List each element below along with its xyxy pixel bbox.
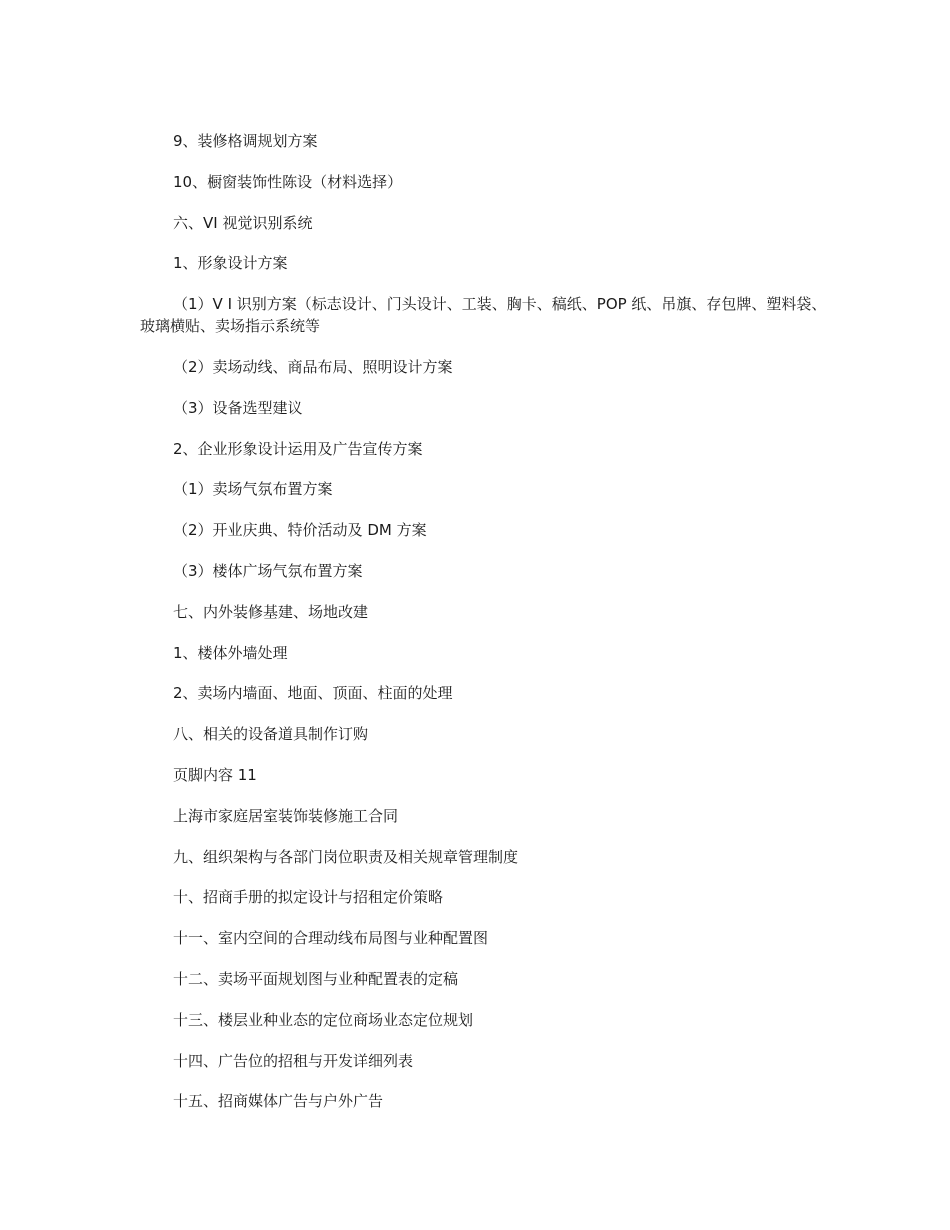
text-line: 2、企业形象设计运用及广告宣传方案 bbox=[173, 439, 423, 458]
text-line: （1）卖场气氛布置方案 bbox=[173, 480, 333, 499]
section-heading: 六、VI 视觉识别系统 bbox=[173, 213, 313, 232]
text-line: 1、形象设计方案 bbox=[173, 254, 288, 273]
page-header: 上海市家庭居室装饰装修施工合同 bbox=[173, 806, 399, 825]
text-line: （2）卖场动线、商品布局、照明设计方案 bbox=[173, 357, 453, 376]
section-heading: 九、组织架构与各部门岗位职责及相关规章管理制度 bbox=[173, 847, 519, 866]
text-line: 9、装修格调规划方案 bbox=[173, 132, 318, 150]
text-line: （2）开业庆典、特价活动及 DM 方案 bbox=[173, 521, 427, 540]
text-line: 2、卖场内墙面、地面、顶面、柱面的处理 bbox=[173, 684, 453, 703]
section-heading: 十四、广告位的招租与开发详细列表 bbox=[173, 1051, 414, 1070]
section-heading: 十三、楼层业种业态的定位商场业态定位规划 bbox=[173, 1010, 474, 1029]
section-heading: 十二、卖场平面规划图与业种配置表的定稿 bbox=[173, 969, 459, 988]
document-body bbox=[140, 130, 830, 1131]
section-heading: 十、招商手册的拟定设计与招租定价策略 bbox=[173, 888, 444, 907]
page-footer: 页脚内容 11 bbox=[173, 765, 257, 784]
text-line: 1、楼体外墙处理 bbox=[173, 643, 288, 662]
text-line: 10、橱窗装饰性陈设（材料选择） bbox=[173, 172, 403, 191]
section-heading: 八、相关的设备道具制作订购 bbox=[173, 725, 369, 744]
section-heading: 十五、招商媒体广告与户外广告 bbox=[173, 1092, 384, 1111]
section-heading: 七、内外装修基建、场地改建 bbox=[173, 602, 369, 621]
text-paragraph: （1）V I 识别方案（标志设计、门头设计、工装、胸卡、稿纸、POP 纸、吊旗、存包牌、塑料袋、玻璃横贴、卖场指示系统等 bbox=[140, 295, 827, 336]
section-heading: 十一、室内空间的合理动线布局图与业种配置图 bbox=[173, 929, 489, 948]
text-line: （3）楼体广场气氛布置方案 bbox=[173, 561, 363, 580]
text-line: （3）设备选型建议 bbox=[173, 398, 303, 417]
